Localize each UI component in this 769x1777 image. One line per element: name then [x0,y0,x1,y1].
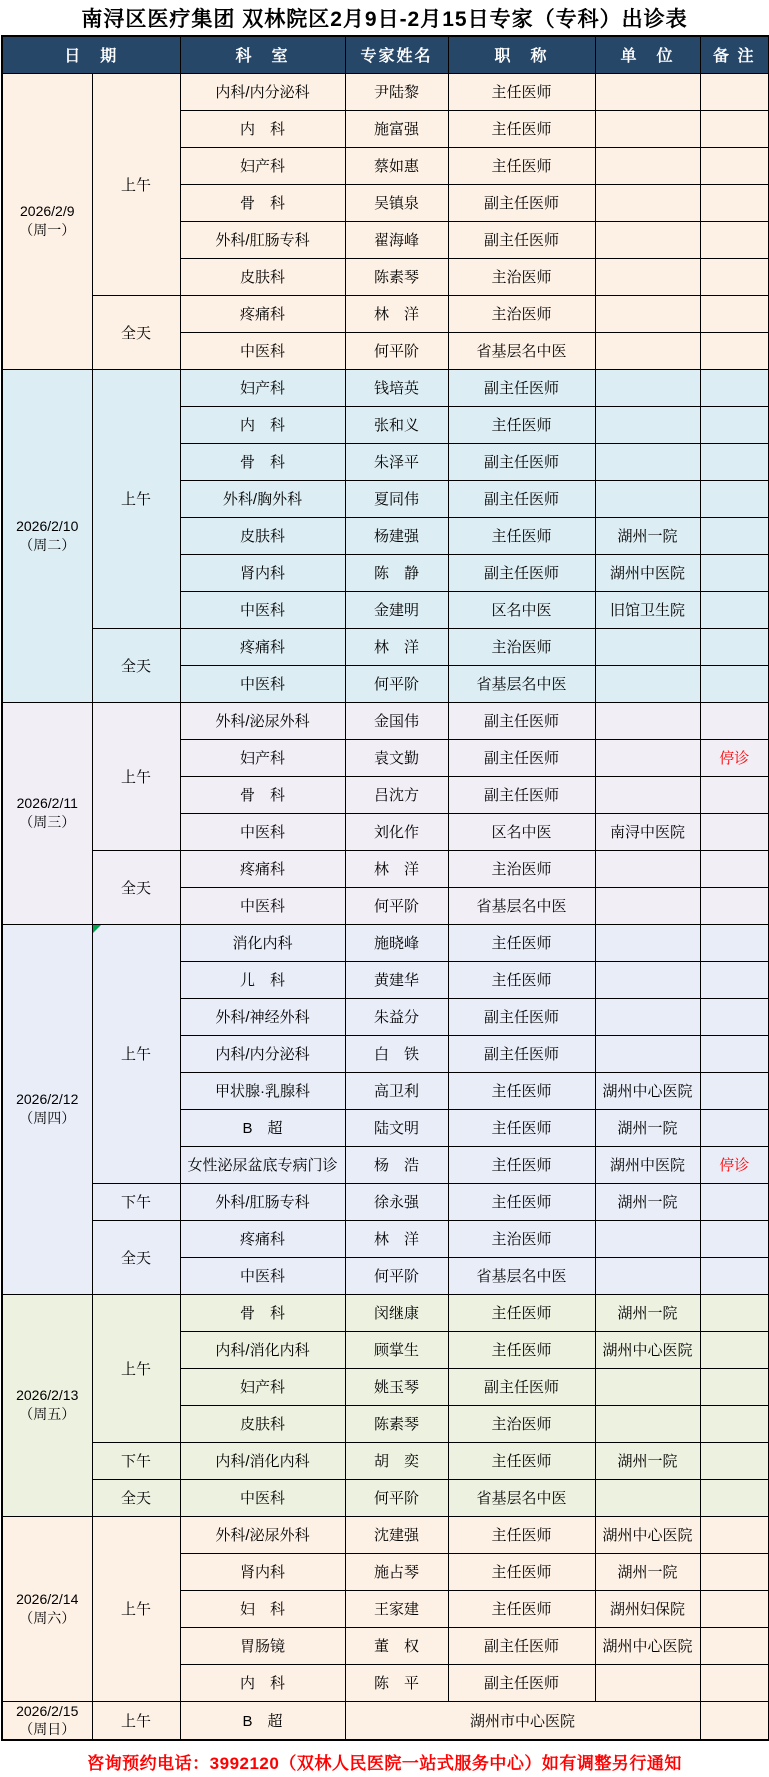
dept-cell: 皮肤科 [180,517,345,554]
doctor-name-cell: 吕沈方 [345,776,448,813]
unit-cell [595,776,700,813]
schedule-row [2,1516,769,1553]
note-cell [700,1109,769,1146]
unit-cell [595,850,700,887]
dept-cell: 疼痛科 [180,1220,345,1257]
unit-cell [595,369,700,406]
dept-cell: 皮肤科 [180,1405,345,1442]
doctor-name-cell: 钱培英 [345,369,448,406]
weekday-text: （周二） [19,536,76,553]
weekday-text: （周五） [19,1406,76,1422]
note-cell [700,480,769,517]
doctor-name-cell: 杨 浩 [345,1146,448,1183]
unit-cell [595,110,700,147]
doctor-name-cell: 何平阶 [345,332,448,369]
column-header-date: 日 期 [2,36,180,73]
title-cell: 主任医师 [448,961,595,998]
note-cell [700,406,769,443]
dept-cell: 骨 科 [180,443,345,480]
dept-cell: 中医科 [180,591,345,628]
schedule-row [2,295,769,332]
unit-cell [595,961,700,998]
unit-cell [595,924,700,961]
date-cell [2,73,92,369]
unit-cell [595,1405,700,1442]
title-cell: 副主任医师 [448,369,595,406]
column-header-note: 备 注 [700,36,769,73]
doctor-name-cell: 林 洋 [345,295,448,332]
dept-cell: 疼痛科 [180,850,345,887]
dept-cell: 外科/神经外科 [180,998,345,1035]
date-text: 2026/2/10 [16,517,79,534]
note-cell [700,776,769,813]
note-cell [700,295,769,332]
time-cell: 全天 [92,628,180,702]
dept-cell: 中医科 [180,1257,345,1294]
title-cell: 副主任医师 [448,554,595,591]
unit-cell: 湖州中心医院 [595,1516,700,1553]
dept-cell: 外科/肛肠专科 [180,1183,345,1220]
title-cell: 主治医师 [448,1405,595,1442]
doctor-name-cell: 夏同伟 [345,480,448,517]
note-cell [700,369,769,406]
doctor-name-cell: 施富强 [345,110,448,147]
note-cell-stopped: 停诊 [700,739,769,776]
doctor-name-cell: 姚玉琴 [345,1368,448,1405]
doctor-name-cell: 何平阶 [345,1257,448,1294]
unit-cell [595,443,700,480]
title-cell: 省基层名中医 [448,887,595,924]
title-cell: 主任医师 [448,1294,595,1331]
doctor-name-cell: 金建明 [345,591,448,628]
note-cell [700,702,769,739]
dept-cell: 中医科 [180,1479,345,1516]
note-cell [700,258,769,295]
dept-cell: 骨 科 [180,184,345,221]
title-cell: 副主任医师 [448,739,595,776]
dept-cell: 外科/胸外科 [180,480,345,517]
doctor-name-cell: 陈素琴 [345,258,448,295]
time-cell: 全天 [92,295,180,369]
title-cell: 主任医师 [448,1590,595,1627]
dept-cell: B 超 [180,1701,345,1740]
unit-cell [595,73,700,110]
dept-cell: 内 科 [180,110,345,147]
title-cell: 主任医师 [448,1442,595,1479]
dept-cell: 内 科 [180,406,345,443]
title-cell: 主治医师 [448,258,595,295]
date-cell [2,369,92,702]
note-cell [700,517,769,554]
dept-cell: 骨 科 [180,776,345,813]
dept-cell: 中医科 [180,332,345,369]
unit-cell [595,295,700,332]
date-cell [2,924,92,1294]
unit-cell: 湖州中心医院 [595,1331,700,1368]
time-cell: 全天 [92,1479,180,1516]
schedule-row [2,850,769,887]
time-cell: 下午 [92,1442,180,1479]
unit-cell: 湖州妇保院 [595,1590,700,1627]
unit-cell: 湖州中医院 [595,1146,700,1183]
date-text: 2026/2/13 [16,1387,79,1404]
unit-cell [595,221,700,258]
merged-unit-cell: 湖州市中心医院 [345,1701,700,1740]
doctor-name-cell: 金国伟 [345,702,448,739]
dept-cell: 疼痛科 [180,295,345,332]
dept-cell: 儿 科 [180,961,345,998]
note-cell [700,554,769,591]
title-cell: 副主任医师 [448,221,595,258]
title-cell: 副主任医师 [448,702,595,739]
unit-cell: 湖州一院 [595,1109,700,1146]
doctor-name-cell: 顾掌生 [345,1331,448,1368]
schedule-row [2,1479,769,1516]
dept-cell: 外科/泌尿外科 [180,1516,345,1553]
time-cell-with-comment-marker-icon: 上午 [92,924,180,1183]
dept-cell: 妇 科 [180,1590,345,1627]
doctor-name-cell: 陈素琴 [345,1405,448,1442]
date-text: 2026/2/11 [16,795,78,812]
column-header-title: 职 称 [448,36,595,73]
unit-cell [595,665,700,702]
dept-cell: 骨 科 [180,1294,345,1331]
weekday-text: （周六） [19,1609,76,1626]
title-cell: 主任医师 [448,406,595,443]
dept-cell: 外科/泌尿外科 [180,702,345,739]
title-cell: 主治医师 [448,295,595,332]
schedule-body [2,73,769,1740]
time-cell: 下午 [92,1183,180,1220]
title-cell: 主任医师 [448,1146,595,1183]
note-cell [700,1442,769,1479]
doctor-name-cell: 沈建强 [345,1516,448,1553]
note-cell [700,998,769,1035]
dept-cell: 妇产科 [180,1368,345,1405]
doctor-name-cell: 施晓峰 [345,924,448,961]
note-cell [700,1479,769,1516]
title-cell: 副主任医师 [448,184,595,221]
title-cell: 主任医师 [448,517,595,554]
doctor-name-cell: 尹陆黎 [345,73,448,110]
unit-cell [595,1220,700,1257]
dept-cell: 妇产科 [180,739,345,776]
note-cell [700,887,769,924]
footer-notice: 咨询预约电话：3992120（双林人民医院一站式服务中心）如有调整另行通知 [0,1741,769,1777]
unit-cell [595,406,700,443]
date-cell [2,1294,92,1516]
date-text: 2026/2/15 [16,1702,79,1719]
note-cell [700,1405,769,1442]
unit-cell [595,1479,700,1516]
unit-cell: 湖州中医院 [595,554,700,591]
title-cell: 主治医师 [448,850,595,887]
doctor-name-cell: 林 洋 [345,850,448,887]
schedule-row [2,369,769,406]
unit-cell: 湖州中心医院 [595,1627,700,1664]
time-cell: 上午 [92,73,180,295]
unit-cell [595,258,700,295]
schedule-row [2,628,769,665]
unit-cell [595,184,700,221]
unit-cell [595,1257,700,1294]
title-cell: 省基层名中医 [448,1479,595,1516]
doctor-name-cell: 朱益分 [345,998,448,1035]
title-cell: 副主任医师 [448,998,595,1035]
title-cell: 副主任医师 [448,1368,595,1405]
unit-cell: 湖州中心医院 [595,1072,700,1109]
doctor-name-cell: 杨建强 [345,517,448,554]
title-cell: 主治医师 [448,1220,595,1257]
schedule-row [2,1442,769,1479]
title-cell: 主治医师 [448,628,595,665]
date-cell [2,1701,92,1740]
dept-cell: B 超 [180,1109,345,1146]
dept-cell: 外科/肛肠专科 [180,221,345,258]
unit-cell [595,887,700,924]
time-cell: 上午 [92,1294,180,1442]
unit-cell [595,998,700,1035]
dept-cell: 甲状腺·乳腺科 [180,1072,345,1109]
unit-cell: 南浔中医院 [595,813,700,850]
doctor-name-cell: 吴镇泉 [345,184,448,221]
dept-cell: 内科/内分泌科 [180,1035,345,1072]
dept-cell: 女性泌尿盆底专病门诊 [180,1146,345,1183]
note-cell [700,1627,769,1664]
note-cell [700,591,769,628]
doctor-name-cell: 高卫利 [345,1072,448,1109]
note-cell [700,1220,769,1257]
doctor-name-cell: 朱泽平 [345,443,448,480]
note-cell [700,73,769,110]
note-cell [700,961,769,998]
note-cell [700,1331,769,1368]
unit-cell [595,739,700,776]
time-cell: 上午 [92,1701,180,1740]
schedule-row [2,924,769,961]
date-text: 2026/2/12 [16,1091,79,1108]
doctor-name-cell: 袁文勤 [345,739,448,776]
title-cell: 主任医师 [448,110,595,147]
time-cell: 上午 [92,369,180,628]
dept-cell: 妇产科 [180,147,345,184]
schedule-row [2,1220,769,1257]
weekday-text: （周三） [19,814,76,830]
title-cell: 副主任医师 [448,1035,595,1072]
note-cell [700,1516,769,1553]
note-cell [700,1590,769,1627]
schedule-row [2,1294,769,1331]
weekday-text: （周一） [19,222,76,238]
doctor-name-cell: 林 洋 [345,628,448,665]
dept-cell: 内 科 [180,1664,345,1701]
title-cell: 主任医师 [448,1331,595,1368]
date-text: 2026/2/14 [16,1590,79,1607]
title-cell: 副主任医师 [448,480,595,517]
title-cell: 副主任医师 [448,1664,595,1701]
doctor-name-cell: 蔡如惠 [345,147,448,184]
title-cell: 副主任医师 [448,776,595,813]
doctor-name-cell: 白 铁 [345,1035,448,1072]
title-cell: 主任医师 [448,1072,595,1109]
title-cell: 副主任医师 [448,443,595,480]
schedule-header [2,36,769,73]
doctor-name-cell: 张和义 [345,406,448,443]
schedule-row [2,1183,769,1220]
dept-cell: 肾内科 [180,1553,345,1590]
note-cell [700,443,769,480]
dept-cell: 消化内科 [180,924,345,961]
doctor-name-cell: 翟海峰 [345,221,448,258]
title-cell: 省基层名中医 [448,332,595,369]
note-cell [700,1294,769,1331]
time-cell: 全天 [92,850,180,924]
title-cell: 主任医师 [448,1183,595,1220]
date-cell [2,702,92,924]
note-cell [700,1035,769,1072]
note-cell [700,1183,769,1220]
note-cell [700,1072,769,1109]
dept-cell: 中医科 [180,887,345,924]
dept-cell: 内科/内分泌科 [180,73,345,110]
doctor-name-cell: 施占琴 [345,1553,448,1590]
unit-cell [595,147,700,184]
unit-cell [595,332,700,369]
doctor-name-cell: 何平阶 [345,887,448,924]
title-cell: 区名中医 [448,813,595,850]
title-cell: 主任医师 [448,73,595,110]
dept-cell: 妇产科 [180,369,345,406]
doctor-name-cell: 陈 平 [345,1664,448,1701]
date-cell [2,1516,92,1701]
dept-cell: 肾内科 [180,554,345,591]
doctor-name-cell: 王家建 [345,1590,448,1627]
doctor-name-cell: 何平阶 [345,1479,448,1516]
title-cell: 省基层名中医 [448,665,595,702]
date-text: 2026/2/9 [20,203,75,220]
schedule-row [2,73,769,110]
dept-cell: 胃肠镜 [180,1627,345,1664]
unit-cell: 湖州一院 [595,1183,700,1220]
dept-cell: 中医科 [180,665,345,702]
note-cell [700,628,769,665]
unit-cell: 湖州一院 [595,1442,700,1479]
unit-cell: 湖州一院 [595,1294,700,1331]
unit-cell: 湖州一院 [595,1553,700,1590]
title-cell: 主任医师 [448,1109,595,1146]
doctor-name-cell: 陈 静 [345,554,448,591]
title-cell: 主任医师 [448,1553,595,1590]
doctor-name-cell: 陆文明 [345,1109,448,1146]
time-cell: 上午 [92,1516,180,1701]
column-header-doctor-name: 专家姓名 [345,36,448,73]
note-cell [700,221,769,258]
note-cell [700,924,769,961]
note-cell [700,1257,769,1294]
note-cell [700,1701,769,1740]
note-cell [700,813,769,850]
doctor-name-cell: 何平阶 [345,665,448,702]
note-cell [700,1368,769,1405]
doctor-name-cell: 黄建华 [345,961,448,998]
time-cell: 上午 [92,702,180,850]
title-cell: 主任医师 [448,1516,595,1553]
unit-cell [595,480,700,517]
doctor-name-cell: 刘化作 [345,813,448,850]
schedule-table [1,35,769,1741]
title-cell: 区名中医 [448,591,595,628]
note-cell [700,1664,769,1701]
unit-cell [595,628,700,665]
dept-cell: 皮肤科 [180,258,345,295]
note-cell [700,850,769,887]
doctor-name-cell: 徐永强 [345,1183,448,1220]
title-cell: 主任医师 [448,924,595,961]
note-cell [700,147,769,184]
dept-cell: 内科/消化内科 [180,1442,345,1479]
unit-cell: 湖州一院 [595,517,700,554]
dept-cell: 中医科 [180,813,345,850]
note-cell [700,110,769,147]
note-cell-stopped: 停诊 [700,1146,769,1183]
note-cell [700,184,769,221]
unit-cell: 旧馆卫生院 [595,591,700,628]
column-header-department: 科 室 [180,36,345,73]
page-title: 南浔区医疗集团 双林院区2月9日-2月15日专家（专科）出诊表 [0,0,769,35]
doctor-name-cell: 胡 奕 [345,1442,448,1479]
time-cell: 全天 [92,1220,180,1294]
unit-cell [595,702,700,739]
doctor-name-cell: 闵继康 [345,1294,448,1331]
dept-cell: 内科/消化内科 [180,1331,345,1368]
title-cell: 主任医师 [448,147,595,184]
unit-cell [595,1035,700,1072]
unit-cell [595,1664,700,1701]
schedule-row [2,1701,769,1740]
weekday-text: （周日） [19,1721,76,1738]
note-cell [700,332,769,369]
title-cell: 副主任医师 [448,1627,595,1664]
column-header-unit: 单 位 [595,36,700,73]
doctor-name-cell: 林 洋 [345,1220,448,1257]
schedule-row [2,702,769,739]
dept-cell: 疼痛科 [180,628,345,665]
unit-cell [595,1368,700,1405]
weekday-text: （周四） [19,1110,76,1126]
doctor-name-cell: 董 权 [345,1627,448,1664]
note-cell [700,1553,769,1590]
note-cell [700,665,769,702]
title-cell: 省基层名中医 [448,1257,595,1294]
